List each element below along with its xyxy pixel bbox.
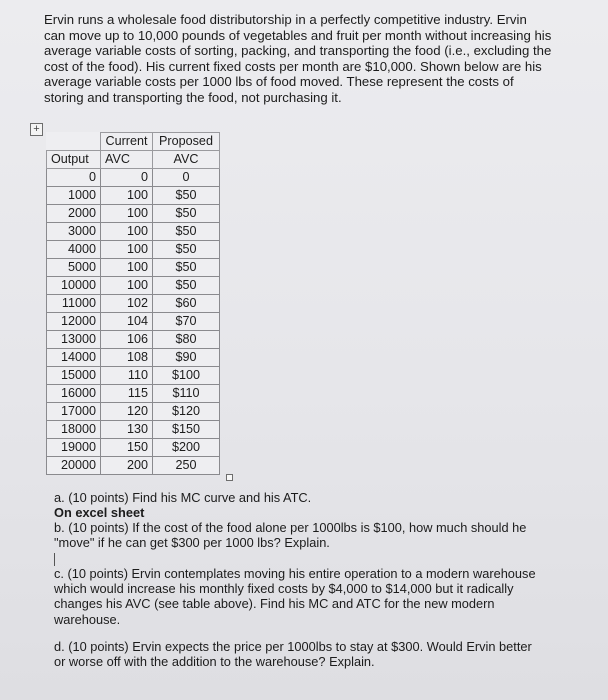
current-avc-cell: 0 [101,169,153,187]
output-cell: 10000 [47,277,101,295]
question-b-line: "move" if he can get $300 per 1000 lbs? Explain. [54,535,330,551]
output-cell: 14000 [47,349,101,367]
proposed-avc-cell: $70 [153,313,220,331]
table-row [47,241,220,259]
current-avc-cell: 110 [101,367,153,385]
output-cell: 0 [47,169,101,187]
current-avc-cell: 100 [101,187,153,205]
proposed-avc-cell: $110 [153,385,220,403]
question-d-line: d. (10 points) Ervin expects the price per 1000lbs to stay at $300. Would Ervin better [54,639,532,654]
proposed-avc-cell: $50 [153,187,220,205]
plus-move-icon[interactable]: + [30,123,43,136]
output-cell: 3000 [47,223,101,241]
current-avc-cell: 100 [101,241,153,259]
text-cursor [54,553,55,566]
table-row [47,385,220,403]
proposed-avc-cell: $50 [153,241,220,259]
question-b-line: b. (10 points) If the cost of the food alone per 1000lbs is $100, how much should he [54,520,527,535]
intro-line: average variable costs per 1000 lbs of food moved. These represent the costs of [44,74,514,90]
table-row [47,187,220,205]
current-avc-cell: 115 [101,385,153,403]
proposed-avc-cell: 0 [153,169,220,187]
current-avc-cell: 130 [101,421,153,439]
question-c-line: which would increase his monthly fixed costs by $4,000 to $14,000 but it radically [54,581,514,597]
output-cell: 11000 [47,295,101,313]
output-cell: 13000 [47,331,101,349]
proposed-avc-cell: $50 [153,223,220,241]
current-avc-cell: 108 [101,349,153,367]
current-avc-cell: 102 [101,295,153,313]
intro-line: storing and transporting the food, not purchasing it. [44,89,342,105]
output-cell: 19000 [47,439,101,457]
intro-line: Ervin runs a wholesale food distributorship in a perfectly competitive industry. Ervin [44,12,527,27]
avc-table [46,132,220,475]
table-row [47,295,220,313]
table-row [47,403,220,421]
current-avc-cell: 100 [101,277,153,295]
proposed-avc-cell: $50 [153,259,220,277]
header-cell: AVC [101,151,153,169]
proposed-avc-cell: $80 [153,331,220,349]
header-cell: Proposed [153,133,220,151]
current-avc-cell: 200 [101,457,153,475]
header-cell: Current [101,133,153,151]
question-d-line: or worse off with the addition to the warehouse? Explain. [54,654,375,670]
table-row [47,421,220,439]
question-a [54,490,559,520]
table-row [47,205,220,223]
question-d [54,639,559,669]
header-cell [47,133,101,151]
header-cell: AVC [153,151,220,169]
current-avc-cell: 150 [101,439,153,457]
intro-line: cost of the food). His current fixed costs per month are $10,000. Shown below are his [44,58,542,74]
question-a-note: On excel sheet [54,505,145,521]
output-cell: 2000 [47,205,101,223]
header-cell: Output [47,151,101,169]
proposed-avc-cell: $50 [153,277,220,295]
question-a-text: a. (10 points) Find his MC curve and his ATC. [54,490,312,505]
proposed-avc-cell: $60 [153,295,220,313]
table-header-row [47,133,220,151]
intro-line: average variable costs of sorting, packing, and transporting the food (i.e., excluding the [44,43,552,59]
table-header-row [47,151,220,169]
table-row [47,439,220,457]
intro-line: can move up to 10,000 pounds of vegetables and fruit per month without increasing his [44,27,552,43]
resize-handle-icon[interactable] [226,474,233,481]
proposed-avc-cell: $90 [153,349,220,367]
intro-paragraph [44,12,569,106]
output-cell: 12000 [47,313,101,331]
proposed-avc-cell: 250 [153,457,220,475]
table-row [47,169,220,187]
table-row [47,223,220,241]
question-c-line: changes his AVC (see table above). Find his MC and ATC for the new modern [54,596,495,612]
output-cell: 16000 [47,385,101,403]
current-avc-cell: 120 [101,403,153,421]
current-avc-cell: 106 [101,331,153,349]
table-row [47,313,220,331]
output-cell: 4000 [47,241,101,259]
proposed-avc-cell: $150 [153,421,220,439]
proposed-avc-cell: $100 [153,367,220,385]
current-avc-cell: 100 [101,205,153,223]
current-avc-cell: 100 [101,223,153,241]
question-c-line: c. (10 points) Ervin contemplates moving his entire operation to a modern warehouse [54,566,536,581]
table-row [47,277,220,295]
output-cell: 15000 [47,367,101,385]
question-c [54,566,559,627]
current-avc-cell: 104 [101,313,153,331]
output-cell: 17000 [47,403,101,421]
proposed-avc-cell: $50 [153,205,220,223]
table-row [47,367,220,385]
output-cell: 1000 [47,187,101,205]
proposed-avc-cell: $120 [153,403,220,421]
table-row [47,331,220,349]
current-avc-cell: 100 [101,259,153,277]
output-cell: 20000 [47,457,101,475]
question-c-line: warehouse. [54,611,121,627]
table-row [47,259,220,277]
question-b [54,520,559,550]
table-row [47,457,220,475]
output-cell: 18000 [47,421,101,439]
output-cell: 5000 [47,259,101,277]
proposed-avc-cell: $200 [153,439,220,457]
table-row [47,349,220,367]
